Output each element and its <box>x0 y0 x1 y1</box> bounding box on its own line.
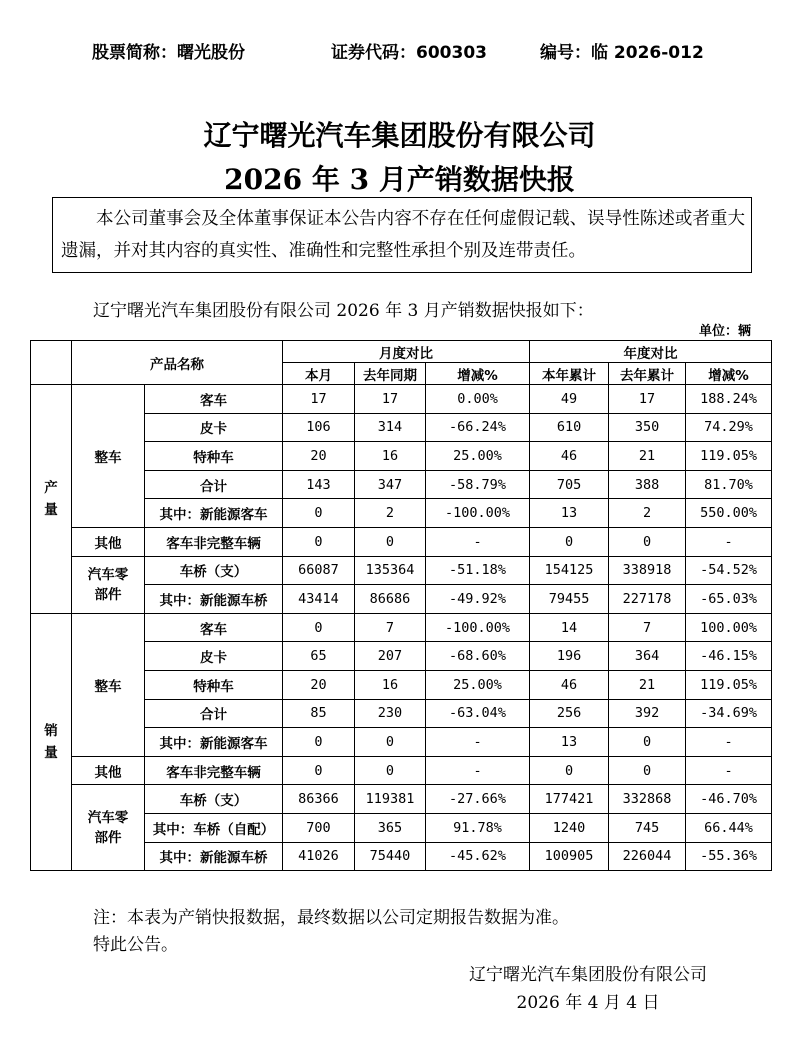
value-cell: 106 <box>283 413 355 442</box>
value-cell: 17 <box>609 385 686 414</box>
value-cell: 7 <box>355 613 426 642</box>
footnote <box>93 905 569 959</box>
header-row-1 <box>31 341 772 363</box>
value-cell: 119.05% <box>686 670 772 699</box>
value-cell: 86686 <box>355 585 426 614</box>
value-cell: -65.03% <box>686 585 772 614</box>
value-cell: 2 <box>355 499 426 528</box>
disclaimer-box <box>52 197 752 273</box>
value-cell: 350 <box>609 413 686 442</box>
row-label: 其中：新能源车桥 <box>145 842 283 871</box>
table-row <box>31 756 772 785</box>
value-cell: 347 <box>355 470 426 499</box>
value-cell: 17 <box>355 385 426 414</box>
value-cell: -51.18% <box>426 556 530 585</box>
stock-name: 股票简称：曙光股份 <box>92 43 245 63</box>
value-cell: 43414 <box>283 585 355 614</box>
value-cell: 75440 <box>355 842 426 871</box>
value-cell: 49 <box>530 385 609 414</box>
value-cell: 332868 <box>609 785 686 814</box>
col-header: 本月 <box>283 363 355 385</box>
value-cell: - <box>426 728 530 757</box>
group-other: 其他 <box>72 527 145 556</box>
value-cell: 207 <box>355 642 426 671</box>
value-cell: 154125 <box>530 556 609 585</box>
value-cell: 705 <box>530 470 609 499</box>
value-cell: -55.36% <box>686 842 772 871</box>
value-cell: 2 <box>609 499 686 528</box>
row-label: 合计 <box>145 699 283 728</box>
row-label: 皮卡 <box>145 642 283 671</box>
document-header <box>0 38 799 62</box>
value-cell: 338918 <box>609 556 686 585</box>
value-cell: 46 <box>530 442 609 471</box>
value-cell: 65 <box>283 642 355 671</box>
value-cell: 21 <box>609 670 686 699</box>
value-cell: -66.24% <box>426 413 530 442</box>
value-cell: 610 <box>530 413 609 442</box>
table-row <box>31 556 772 585</box>
value-cell: 16 <box>355 670 426 699</box>
col-header: 去年同期 <box>355 363 426 385</box>
value-cell: 177421 <box>530 785 609 814</box>
row-label: 客车非完整车辆 <box>145 527 283 556</box>
value-cell: 0 <box>283 613 355 642</box>
value-cell: 364 <box>609 642 686 671</box>
value-cell: -27.66% <box>426 785 530 814</box>
value-cell: 74.29% <box>686 413 772 442</box>
value-cell: -45.62% <box>426 842 530 871</box>
value-cell: 0 <box>355 527 426 556</box>
value-cell: 230 <box>355 699 426 728</box>
group-other: 其他 <box>72 756 145 785</box>
row-label: 其中：新能源客车 <box>145 499 283 528</box>
col-header: 增减% <box>686 363 772 385</box>
value-cell: -54.52% <box>686 556 772 585</box>
row-label: 特种车 <box>145 442 283 471</box>
col-header: 去年累计 <box>609 363 686 385</box>
value-cell: 0 <box>355 756 426 785</box>
row-label: 客车 <box>145 613 283 642</box>
row-label: 客车 <box>145 385 283 414</box>
value-cell: 700 <box>283 813 355 842</box>
value-cell: - <box>426 756 530 785</box>
value-cell: 91.78% <box>426 813 530 842</box>
value-cell: - <box>686 756 772 785</box>
value-cell: 0 <box>283 527 355 556</box>
value-cell: 25.00% <box>426 670 530 699</box>
value-cell: 79455 <box>530 585 609 614</box>
report-title: 2026 年 3 月产销数据快报 <box>224 163 575 196</box>
value-cell: 16 <box>355 442 426 471</box>
row-label: 合计 <box>145 470 283 499</box>
section-production: 产 量 <box>31 385 72 614</box>
value-cell: 388 <box>609 470 686 499</box>
unit-label: 单位：辆 <box>698 324 751 339</box>
value-cell: 41026 <box>283 842 355 871</box>
value-cell: 66.44% <box>686 813 772 842</box>
value-cell: 85 <box>283 699 355 728</box>
value-cell: 13 <box>530 499 609 528</box>
row-label: 客车非完整车辆 <box>145 756 283 785</box>
company-title: 辽宁曙光汽车集团股份有限公司 <box>203 119 596 152</box>
value-cell: 7 <box>609 613 686 642</box>
value-cell: 81.70% <box>686 470 772 499</box>
product-name-header: 产品名称 <box>72 341 283 385</box>
section-sales: 销 量 <box>31 613 72 870</box>
value-cell: 17 <box>283 385 355 414</box>
value-cell: 20 <box>283 670 355 699</box>
value-cell: -68.60% <box>426 642 530 671</box>
value-cell: 0 <box>609 756 686 785</box>
table-row <box>31 527 772 556</box>
group-vehicle: 整车 <box>72 613 145 756</box>
signature-date: 2026 年 4 月 4 日 <box>516 993 660 1013</box>
value-cell: - <box>686 728 772 757</box>
value-cell: 0 <box>530 756 609 785</box>
table-row <box>31 385 772 414</box>
corner-cell <box>31 341 72 385</box>
value-cell: 0 <box>609 728 686 757</box>
value-cell: 0 <box>609 527 686 556</box>
value-cell: -100.00% <box>426 613 530 642</box>
group-vehicle: 整车 <box>72 385 145 528</box>
stock-code: 证券代码：600303 <box>331 43 487 63</box>
note-text: 注：本表为产销快报数据，最终数据以公司定期报告数据为准。 <box>93 908 569 928</box>
row-label: 车桥（支） <box>145 785 283 814</box>
monthly-header: 月度对比 <box>283 341 530 363</box>
signature-company: 辽宁曙光汽车集团股份有限公司 <box>469 965 707 985</box>
value-cell: -49.92% <box>426 585 530 614</box>
value-cell: -34.69% <box>686 699 772 728</box>
value-cell: 25.00% <box>426 442 530 471</box>
value-cell: 0 <box>283 499 355 528</box>
value-cell: -100.00% <box>426 499 530 528</box>
value-cell: 365 <box>355 813 426 842</box>
value-cell: 46 <box>530 670 609 699</box>
value-cell: 20 <box>283 442 355 471</box>
value-cell: 14 <box>530 613 609 642</box>
value-cell: -58.79% <box>426 470 530 499</box>
value-cell: 135364 <box>355 556 426 585</box>
disclaimer-text: 本公司董事会及全体董事保证本公告内容不存在任何虚假记载、误导性陈述或者重大遗漏，并对其内容的真实性、准确性和完整性承担个别及连带责任。 <box>61 209 745 261</box>
value-cell: 143 <box>283 470 355 499</box>
value-cell: 66087 <box>283 556 355 585</box>
value-cell: -46.70% <box>686 785 772 814</box>
group-parts: 汽车零 部件 <box>72 785 145 871</box>
value-cell: 0 <box>355 728 426 757</box>
value-cell: 0 <box>283 728 355 757</box>
value-cell: 100905 <box>530 842 609 871</box>
value-cell: 119381 <box>355 785 426 814</box>
value-cell: 86366 <box>283 785 355 814</box>
col-header: 本年累计 <box>530 363 609 385</box>
table-row <box>31 613 772 642</box>
value-cell: 392 <box>609 699 686 728</box>
value-cell: 745 <box>609 813 686 842</box>
value-cell: 188.24% <box>686 385 772 414</box>
row-label: 特种车 <box>145 670 283 699</box>
col-header: 增减% <box>426 363 530 385</box>
value-cell: - <box>686 527 772 556</box>
intro-text: 辽宁曙光汽车集团股份有限公司 2026 年 3 月产销数据快报如下： <box>93 301 594 321</box>
value-cell: 256 <box>530 699 609 728</box>
value-cell: 0 <box>530 527 609 556</box>
value-cell: - <box>426 527 530 556</box>
signature-block <box>469 961 707 1017</box>
annual-header: 年度对比 <box>530 341 772 363</box>
row-label: 其中：新能源客车 <box>145 728 283 757</box>
value-cell: 227178 <box>609 585 686 614</box>
value-cell: -46.15% <box>686 642 772 671</box>
closing-text: 特此公告。 <box>93 935 178 955</box>
value-cell: 1240 <box>530 813 609 842</box>
row-label: 其中：新能源车桥 <box>145 585 283 614</box>
value-cell: 0.00% <box>426 385 530 414</box>
value-cell: 314 <box>355 413 426 442</box>
row-label: 其中：车桥（自配） <box>145 813 283 842</box>
row-label: 车桥（支） <box>145 556 283 585</box>
announcement-number: 编号：临 2026-012 <box>540 43 704 63</box>
value-cell: 196 <box>530 642 609 671</box>
row-label: 皮卡 <box>145 413 283 442</box>
production-sales-table <box>30 340 772 871</box>
group-parts: 汽车零 部件 <box>72 556 145 613</box>
value-cell: 21 <box>609 442 686 471</box>
table-row <box>31 785 772 814</box>
value-cell: 226044 <box>609 842 686 871</box>
value-cell: -63.04% <box>426 699 530 728</box>
value-cell: 13 <box>530 728 609 757</box>
value-cell: 119.05% <box>686 442 772 471</box>
value-cell: 0 <box>283 756 355 785</box>
value-cell: 550.00% <box>686 499 772 528</box>
value-cell: 100.00% <box>686 613 772 642</box>
